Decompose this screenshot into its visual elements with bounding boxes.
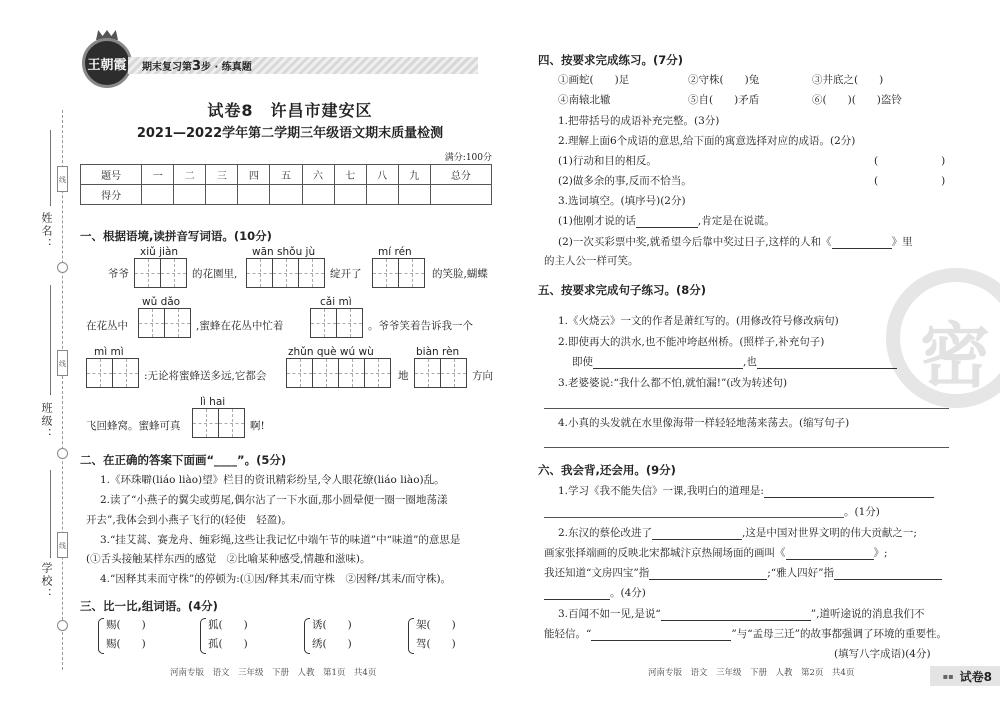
blank[interactable]: [544, 588, 610, 600]
text: 爷爷: [108, 268, 129, 280]
char-grid[interactable]: [86, 358, 138, 388]
class-label: 班级：: [40, 402, 53, 441]
question-line: 开去”,我体会到小燕子飞行的(轻使 轻盈)。: [86, 514, 292, 526]
review-step-banner: 期末复习第3步 · 练真题: [128, 57, 478, 74]
char-grid[interactable]: [246, 258, 324, 288]
brand-logo: 王朝霞: [82, 38, 132, 88]
name-label: 姓名：: [40, 212, 53, 251]
pinyin: wān shǒu jù: [252, 246, 316, 258]
text: 。爷爷笑着告诉我一个: [368, 320, 473, 332]
page-footer: 河南专版 语文 三年级 下册 人教 第1页 共4页: [170, 668, 377, 678]
char-grid[interactable]: [138, 308, 190, 338]
binding-tag: 线: [57, 350, 68, 376]
binding-dashed-line: [62, 110, 63, 670]
question-line: (2)一次买彩票中奖,就希望今后靠中奖过日子,这样的人和《 》里: [558, 236, 913, 248]
blank[interactable]: [652, 528, 742, 540]
blank[interactable]: [786, 548, 874, 560]
left-page: [80, 0, 500, 708]
pinyin: zhǔn què wú wù: [288, 346, 374, 358]
exam-subtitle: 2021—2022学年第二学期三年级语文期末质量检测: [136, 126, 444, 141]
question-line: 3.“挂艾蒿、赛龙舟、缠彩绳,这些让我记忆中端午节的味道”中“味道”的意思是: [100, 534, 461, 546]
binding-hole: [57, 620, 68, 631]
section-6-heading: 六、我会背,还会用。(9分): [538, 463, 676, 477]
question-line: 1.学习《我不能失信》一课,我明白的道理是:: [558, 483, 934, 498]
pinyin: lì hai: [200, 396, 226, 408]
text: 绽开了: [330, 268, 362, 280]
score-note: 。(1分): [844, 506, 880, 518]
score-note: 。(4分): [544, 585, 646, 600]
pinyin: wǔ dǎo: [142, 296, 181, 308]
char-grid[interactable]: [372, 258, 424, 288]
char-grid[interactable]: [134, 258, 186, 288]
answer-paren[interactable]: ( ): [874, 175, 946, 187]
text: 的花園里,: [192, 268, 238, 280]
blank[interactable]: [661, 609, 811, 621]
section-5-heading: 五、按要求完成句子练习。(8分): [538, 283, 707, 297]
text: 的笑脸,蝴蝶: [432, 268, 488, 280]
question-line: 能轻信。“ ”与“孟母三迁”的故事都强调了环境的重要性。: [544, 628, 947, 640]
section-1-heading: 一、根据语境,读拼音写词语。(10分): [80, 229, 272, 243]
word-pair[interactable]: 诱( ) 绣( ): [304, 616, 352, 654]
pinyin: mí rén: [378, 246, 412, 258]
score-table: [80, 164, 492, 205]
answer-paren[interactable]: ( ): [874, 155, 946, 167]
question-line: (1)行动和目的相反。: [558, 155, 657, 167]
text: ,蜜蜂在花丛中忙着: [196, 320, 284, 332]
binding-hole: [57, 262, 68, 273]
text: 飞回蜂窝。蜜蜂可真: [86, 420, 181, 432]
name-field-line[interactable]: [50, 130, 51, 206]
idiom: ③井底之( ): [812, 74, 884, 86]
paper-number-tag: ▪▪ 试卷8: [930, 666, 1000, 686]
class-field-line[interactable]: [50, 285, 51, 395]
section-2-heading: 二、在正确的答案下面画“____”。(5分): [80, 453, 287, 467]
text: :无论将蜜蜂送多远,它都会: [144, 370, 267, 382]
answer-line[interactable]: [544, 517, 844, 518]
question-line: 即使 ,也: [572, 354, 897, 369]
answer-line[interactable]: [544, 408, 949, 409]
school-field-line[interactable]: [50, 470, 51, 558]
pinyin: biàn rèn: [416, 346, 460, 358]
question-line: 1.把带括号的成语补充完整。(3分): [558, 115, 720, 127]
idiom: ⑤自( )矛盾: [688, 94, 760, 106]
char-grid[interactable]: [310, 308, 362, 338]
question-line: 3.百闻不如一见,是说“ ”,道听途说的消息我们不: [558, 608, 925, 620]
question-line: 的主人公一样可笑。: [544, 255, 639, 267]
question-line: 画家张择端画的反映北宋都城汴京热闹场面的画叫《 》;: [544, 547, 888, 559]
question-line: 3.老婆婆说:“我什么都不怕,就怕漏!”(改为转述句): [558, 377, 788, 389]
question-line: 2.东汉的蔡伦改进了 ,这是中国对世界文明的伟大贡献之一;: [558, 527, 917, 539]
right-page: [538, 0, 958, 708]
question-line: 4.小真的头发就在水里像海带一样轻轻地荡来荡去。(缩写句子): [558, 417, 850, 429]
page-footer: 河南专版 语文 三年级 下册 人教 第2页 共4页: [648, 668, 855, 678]
score-note: (填写八字成语)(4分): [834, 648, 931, 660]
binding-hole: [57, 448, 68, 459]
section-3-heading: 三、比一比,组词语。(4分): [80, 599, 218, 613]
blank[interactable]: [834, 568, 942, 580]
idiom: ④南辕北辙: [558, 94, 611, 106]
full-mark: 满分:100分: [444, 153, 492, 163]
question-line: (1)他刚才说的话 ,肯定是在说谎。: [558, 215, 775, 227]
blank[interactable]: [764, 486, 934, 498]
answer-line[interactable]: [544, 447, 949, 448]
binding-strip: [0, 0, 78, 708]
char-grid[interactable]: [414, 358, 466, 388]
text: 地: [398, 370, 409, 382]
text: 方向: [472, 370, 493, 382]
question-line: (2)做多余的事,反而不恰当。: [558, 175, 692, 187]
binding-tag: 线: [57, 166, 68, 192]
blank[interactable]: [591, 629, 731, 641]
pinyin: xiǔ jiàn: [140, 246, 179, 258]
question-line: 2.即使再大的洪水,也不能冲垮赵州桥。(照样子,补充句子): [558, 336, 825, 348]
blank[interactable]: [757, 357, 897, 369]
blank[interactable]: [649, 568, 767, 580]
char-grid[interactable]: [192, 408, 244, 438]
idiom: ⑥( )( )盗铃: [812, 94, 902, 106]
question-line: 4.“因释其耒而守株”的停顿为:(①因/释其耒/而守株 ②因释/其耒/而守株)。: [100, 573, 452, 585]
char-grid[interactable]: [286, 358, 390, 388]
blank[interactable]: [832, 237, 892, 249]
idiom: ①画蛇( )足: [558, 74, 630, 86]
question-line: (①舌头接触某样东西的感觉 ②比喻某种感受,情趣和滋味)。: [86, 553, 371, 565]
section-4-heading: 四、按要求完成练习。(7分): [538, 53, 684, 67]
idiom: ②守株( )兔: [688, 74, 760, 86]
score-value-row: 得分: [81, 185, 492, 205]
school-label: 学校：: [40, 562, 53, 601]
blank[interactable]: [636, 216, 698, 228]
question-line: 3.选词填空。(填序号)(2分): [558, 195, 686, 207]
question-line: 2.读了“小燕子的翼尖或剪尾,偶尔沾了一下水面,那小圆晕便一圈一圈地荡漾: [100, 494, 448, 506]
word-pair[interactable]: 架( ) 驾( ): [408, 616, 456, 654]
grid-icon: ▪▪: [942, 671, 954, 681]
question-line: 2.理解上面6个成语的意思,给下面的寓意选择对应的成语。(2分): [558, 135, 856, 147]
binding-tag: 线: [57, 532, 68, 558]
pinyin: mì mì: [94, 346, 124, 358]
question-line: 1.《火烧云》一文的作者是萧红写的。(用修改符号修改病句): [558, 315, 839, 327]
score-header-row: 题号 一 二 三 四 五 六 七 八 九 总分: [81, 165, 492, 185]
word-pair[interactable]: 狐( ) 孤( ): [200, 616, 248, 654]
pinyin: cǎi mì: [320, 296, 352, 308]
word-pair[interactable]: 赐( ) 赐( ): [98, 616, 146, 654]
text: 啊!: [250, 420, 265, 432]
question-line: 我还知道“文房四宝”指 ;“雅人四好”指: [544, 565, 942, 580]
question-line: 1.《环珠噼(liáo liào)望》栏目的资讯精彩纷呈,令人眼花缭(liáo liào)乱。: [100, 474, 445, 486]
blank[interactable]: [593, 357, 743, 369]
exam-title: 试卷8 许昌市建安区: [207, 101, 373, 120]
text: 在花丛中: [86, 320, 128, 332]
